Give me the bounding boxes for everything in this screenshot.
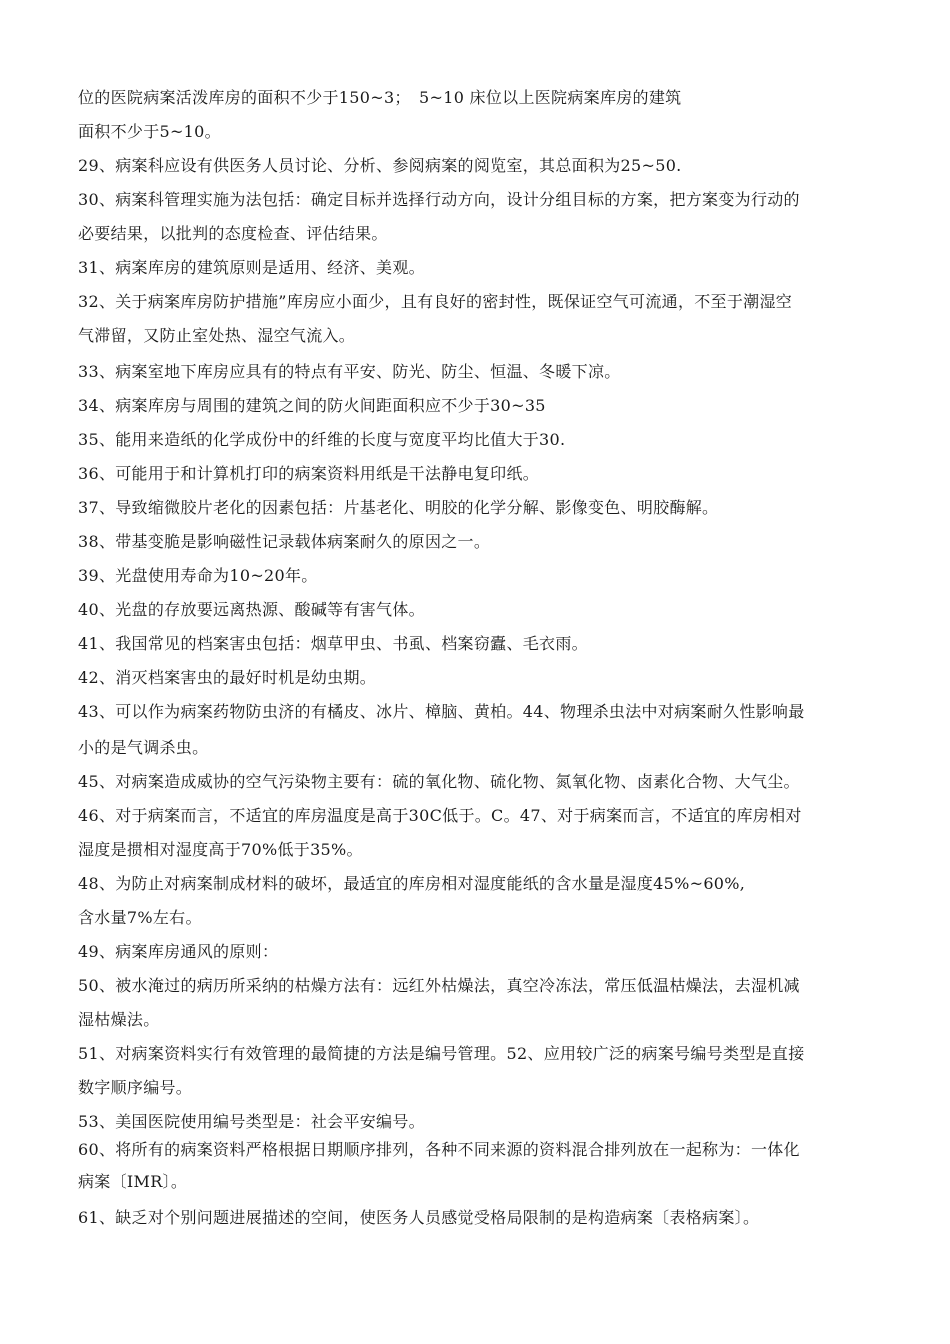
text-line: 40、光盘的存放要远离热源、酸碱等有害气体。 — [78, 600, 425, 619]
text-line: 60、将所有的病案资料严格根据日期顺序排列，各种不同来源的资料混合排列放在一起称为：一体化 — [78, 1140, 800, 1159]
text-line: 35、能用来造纸的化学成份中的纤维的长度与宽度平均比值大于30. — [78, 430, 566, 449]
text-line: 50、被水淹过的病历所采纳的枯燥方法有：远红外枯燥法，真空冷冻法，常压低温枯燥法，去湿机减 — [78, 976, 800, 995]
text-line: 37、导致缩微胶片老化的因素包括：片基老化、明胶的化学分解、影像变色、明胶酶解。 — [78, 498, 719, 517]
text-line: 32、关于病案库房防护措施”库房应小面少，且有良好的密封性，既保证空气可流通，不至于潮湿空 — [78, 292, 793, 311]
text-line: 位的医院病案活泼库房的面积不少于150~3； 5~10 床位以上医院病案库房的建筑 — [78, 88, 682, 107]
text-line: 38、带基变脆是影响磁性记录载体病案耐久的原因之一。 — [78, 532, 491, 551]
text-line: 34、病案库房与周围的建筑之间的防火间距面积应不少于30~35 — [78, 396, 546, 415]
text-line: 30、病案科管理实施为法包括：确定目标并选择行动方向，设计分组目标的方案，把方案变为行动的 — [78, 190, 800, 209]
text-line: 气滞留，又防止室处热、湿空气流入。 — [78, 326, 356, 345]
text-line: 31、病案库房的建筑原则是适用、经济、美观。 — [78, 258, 425, 277]
text-line: 45、对病案造成威协的空气污染物主要有：硫的氧化物、硫化物、氮氧化物、卤素化合物、大气尘。 — [78, 772, 800, 791]
text-line: 29、病案科应设有供医务人员讨论、分析、参阅病案的阅览室，其总面积为25~50. — [78, 156, 682, 175]
text-line: 46、对于病案而言，不适宜的库房温度是高于30C低于。C。47、对于病案而言，不适宜的库房相对 — [78, 806, 802, 825]
text-line: 面积不少于5~10。 — [78, 122, 221, 141]
text-line: 病案〔IMR〕。 — [78, 1172, 188, 1191]
text-line: 51、对病案资料实行有效管理的最简捷的方法是编号管理。52、应用较广泛的病案号编号类型是直接 — [78, 1044, 805, 1063]
text-line: 53、美国医院使用编号类型是：社会平安编号。 — [78, 1112, 425, 1131]
text-line: 41、我国常见的档案害虫包括：烟草甲虫、书虱、档案窃蠹、毛衣雨。 — [78, 634, 588, 653]
text-line: 43、可以作为病案药物防虫济的有橘皮、冰片、樟脑、黄柏。44、物理杀虫法中对病案耐久性影响最 — [78, 702, 805, 721]
text-line: 42、消灭档案害虫的最好时机是幼虫期。 — [78, 668, 377, 687]
text-line: 小的是气调杀虫。 — [78, 738, 209, 757]
text-line: 湿度是掼相对湿度高于70%低于35%。 — [78, 840, 363, 859]
text-line: 33、病案室地下库房应具有的特点有平安、防光、防尘、恒温、冬暖下凉。 — [78, 362, 621, 381]
text-line: 61、缺乏对个别问题进展描述的空间，使医务人员感觉受格局限制的是构造病案〔表格病案〕。 — [78, 1208, 760, 1227]
text-line: 数字顺序编号。 — [78, 1078, 193, 1097]
text-line: 必要结果，以批判的态度检查、评估结果。 — [78, 224, 388, 243]
text-line: 含水量7%左右。 — [78, 908, 202, 927]
text-line: 36、可能用于和计算机打印的病案资料用纸是干法静电复印纸。 — [78, 464, 540, 483]
text-line: 48、为防止对病案制成材料的破坏，最适宜的库房相对湿度能纸的含水量是湿度45%~60%, — [78, 874, 746, 893]
text-line: 39、光盘使用寿命为10~20年。 — [78, 566, 318, 585]
text-line: 湿枯燥法。 — [78, 1010, 160, 1029]
text-line: 49、病案库房通风的原则： — [78, 942, 279, 961]
